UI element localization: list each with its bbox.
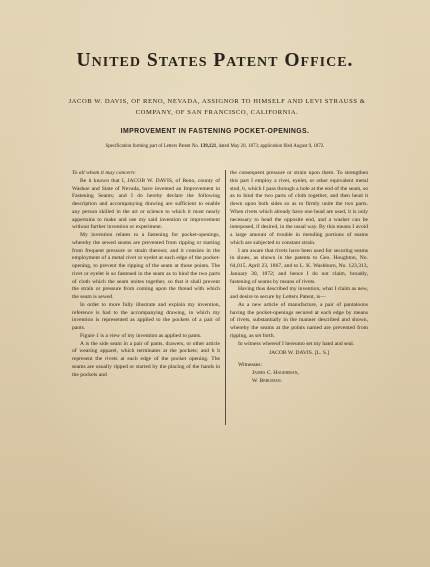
- document-subtitle: JACOB W. DAVIS, OF RENO, NEVADA, ASSIGNOR TO HIMSELF AND LEVI STRAUSS & COMPANY, OF SAN FRANCISCO, CALIFORNIA.: [68, 98, 366, 116]
- right-paragraph-2: I am aware that rivets have been used for securing seams in shoes, as shown in the patents to Geo. Houghton, No. 64,015, April 23, 1867, and to L. K. Washburn, No. 123,313, January 30, 1872; and hence I do not claim, broadly, fastening of seams by means of rivets.: [230, 247, 368, 285]
- salutation: To all whom it may concern:: [72, 170, 136, 176]
- inventor-signature: JACOB W. DAVIS. [L. S.]: [268, 350, 330, 357]
- column-divider: [225, 170, 226, 425]
- spec-text-before: Specification forming part of Letters Patent No.: [105, 144, 201, 149]
- witnesses-label: Witnesses:: [238, 362, 263, 368]
- left-column: [72, 170, 220, 379]
- right-paragraph-1: the consequent pressure or strain upon them. To strengthen this part I employ a rivet, eyelet, or other equivalent metal stud, b, which I pass through a hole at the end of the seam, so as to bind the two parts of cloth together, and then head it down upon both sides so as to firmly unite the two parts. When rivets which already have one head are used, it is only necessary to head the opposite end, and a washer can be interposed, if desired, in the usual way. By this means I avoid a large amount of trouble in mending portions of seams which are subjected to constant strain.: [230, 170, 368, 246]
- specification-line: [92, 143, 338, 152]
- spec-text-after: , dated May 20, 1873; application filed August 9, 1872.: [216, 144, 325, 149]
- invention-heading: IMPROVEMENT IN FASTENING POCKET-OPENINGS.: [120, 128, 310, 135]
- right-paragraph-5: In witness whereof I hereunto set my hand and seal.: [238, 340, 355, 347]
- left-paragraph-1: Be it known that I, JACOB W. DAVIS, of Reno, county of Washoe and State of Nevada, have invented an Improvement in Fastening Seams; and I do hereby declare the following description and accompanying drawing are sufficient to enable any person skilled in the art or science to which it most nearly appertains to make and use my said invention or improvement without further invention or experiment.: [72, 177, 220, 231]
- right-paragraph-4: As a new article of manufacture, a pair of pantaloons having the pocket-openings secured at each edge by means of rivets, substantially in the manner described and shown, whereby the seams at the points named are prevented from ripping, as set forth.: [230, 301, 368, 339]
- document-title: United States Patent Office.: [76, 50, 354, 71]
- left-paragraph-3: In order to more fully illustrate and explain my invention, reference is had to the accompanying drawing, in which my invention is represented as applied to the pockets of a pair of pants.: [72, 301, 220, 331]
- right-column: [230, 170, 368, 385]
- left-paragraph-2: My invention relates to a fastening for pocket-openings, whereby the sewed seams are prevented from ripping or starting from frequent pressure or strain thereon; and it consists in the employment of a metal rivet or eyelet at each edge of the pocket-opening, to prevent the ripping of the seam at those points. The rivet or eyelet is so fastened in the seam as to bind the two parts of cloth which the seam unites together, so that it shall prevent the strain or pressure from coming upon the thread with which the seam is sewed.: [72, 232, 220, 300]
- witness-1: James C. Hagerman,: [252, 369, 299, 376]
- witness-2: W. Bergman.: [252, 377, 283, 384]
- right-paragraph-3: Having thus described my invention, what I claim as new, and desire to secure by Letters Patent, is—: [230, 286, 368, 300]
- left-paragraph-4: Figure 1 is a view of my invention as applied to pants.: [80, 332, 202, 339]
- patent-number: 139,121: [200, 144, 217, 149]
- left-paragraph-5: A is the side seam in a pair of pants, drawers, or other article of wearing apparel, which terminates at the pockets; and b b represent the rivets at each edge of the pocket opening. The seams are usually ripped or started by the placing of the hands in the pockets and: [72, 340, 220, 378]
